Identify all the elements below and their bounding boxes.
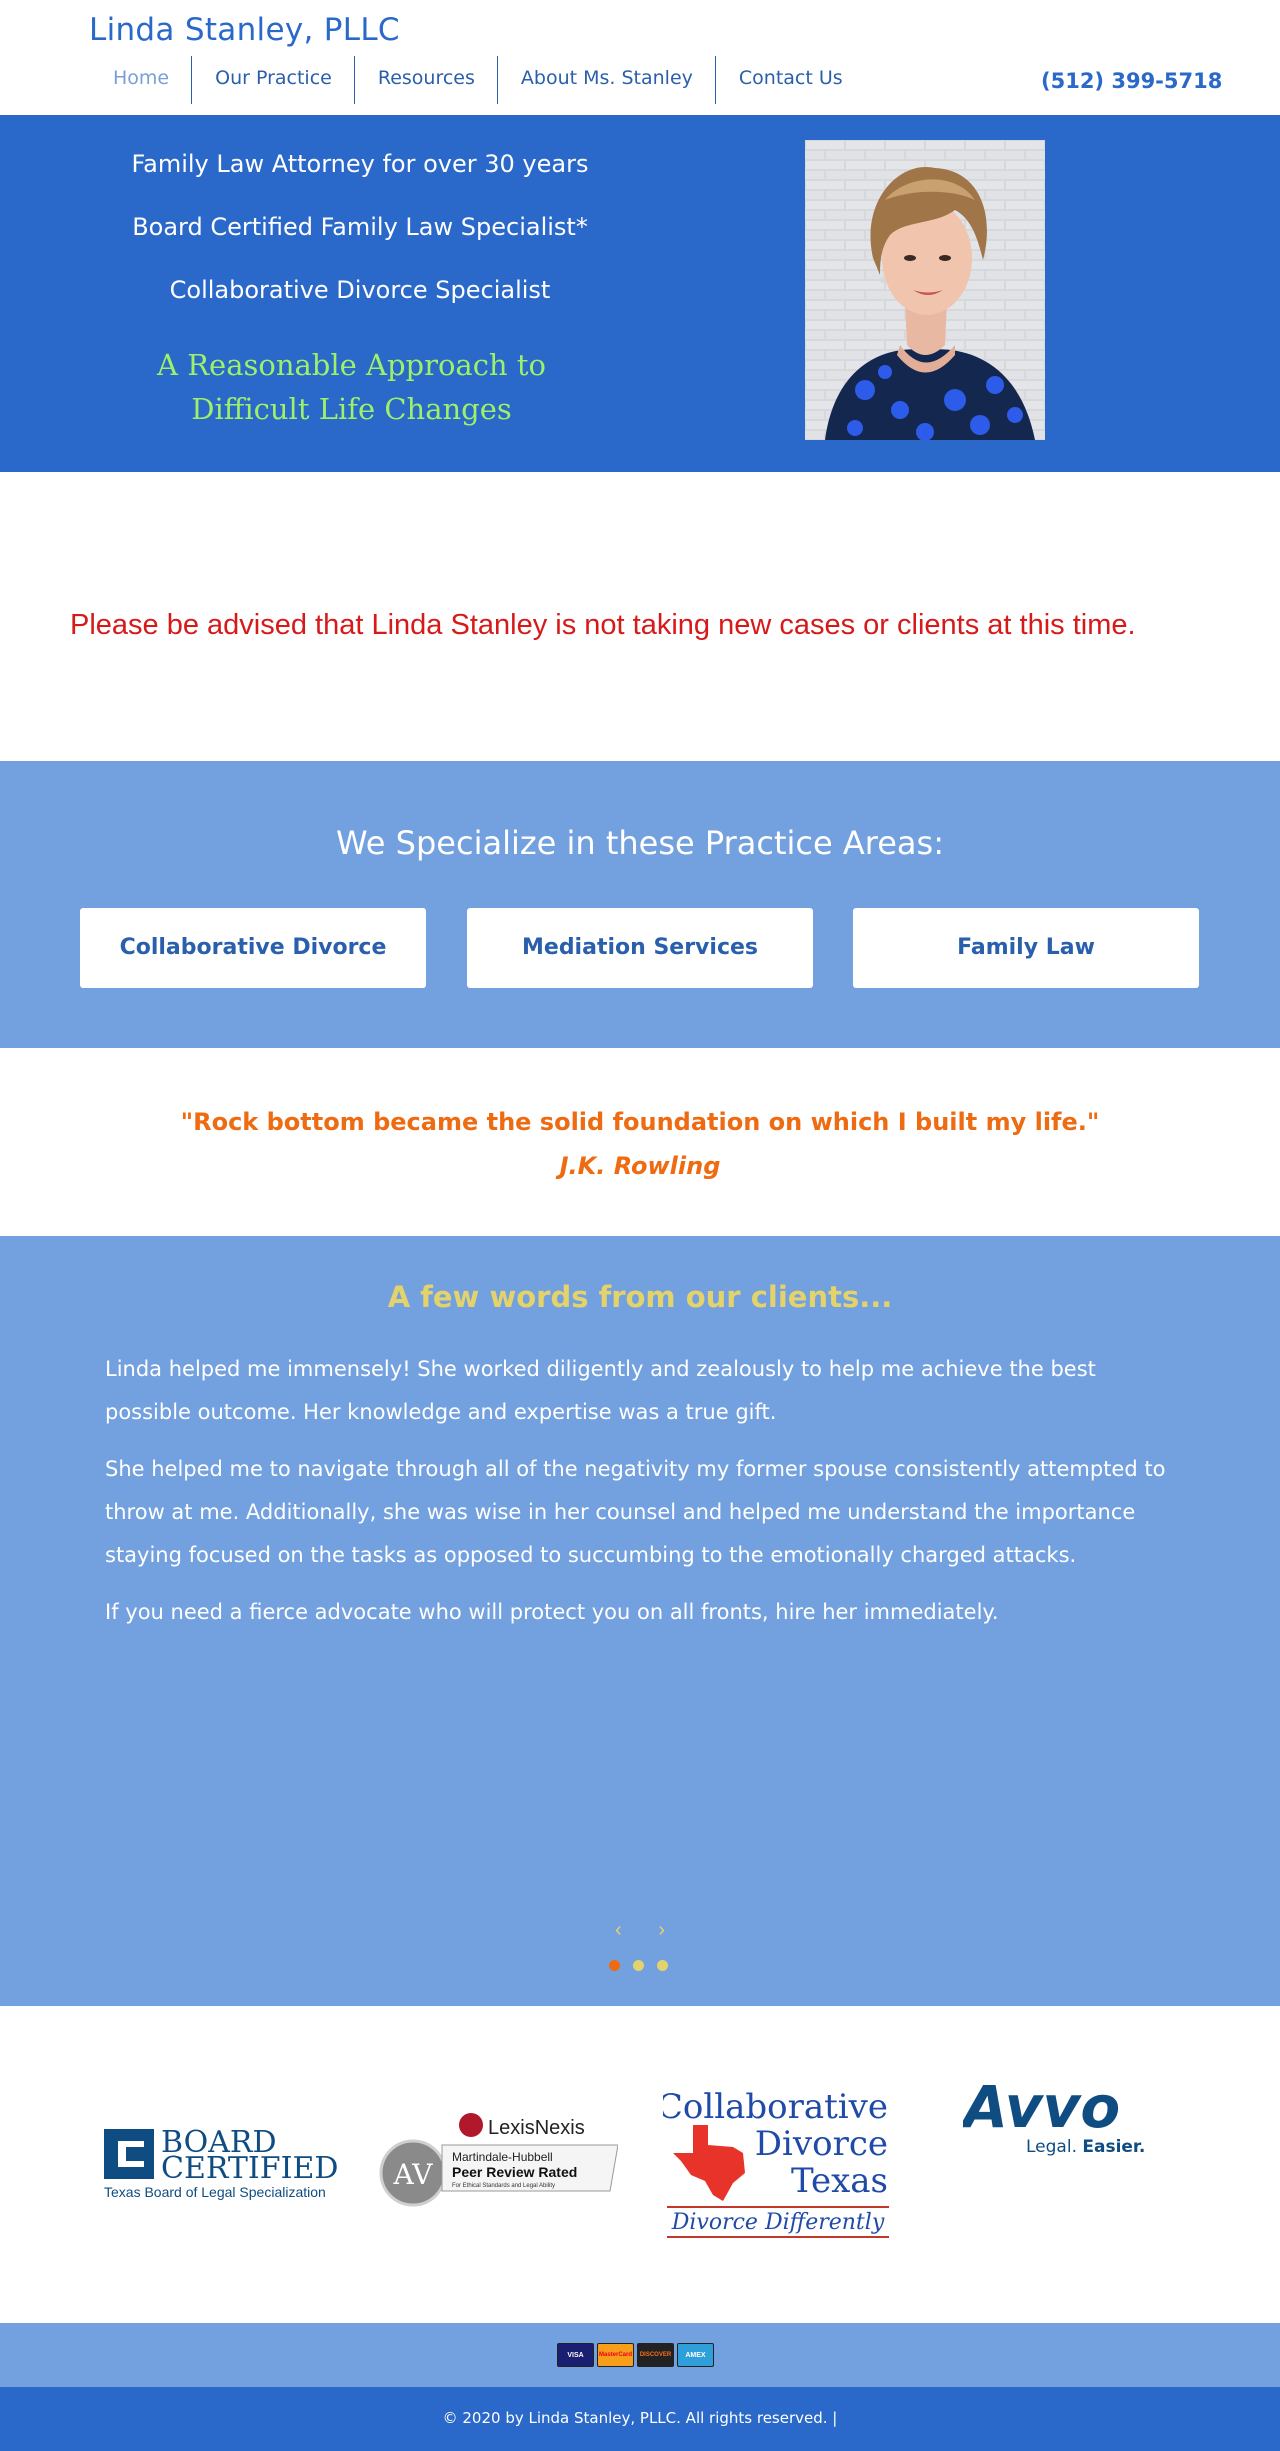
av-rating-icon	[378, 2113, 618, 2208]
avvo-tag-a: Legal.	[1026, 2137, 1083, 2157]
nav-our-practice[interactable]: Our Practice	[191, 56, 354, 104]
site-footer	[0, 2387, 1280, 2451]
credentials-logos	[0, 2006, 1280, 2323]
board-line2: CERTIFIED	[161, 2151, 339, 2186]
mediation-services-button[interactable]: Mediation Services	[467, 908, 813, 988]
portrait-image	[805, 140, 1045, 440]
payment-methods-bar	[0, 2323, 1280, 2387]
not-taking-clients-notice: Please be advised that Linda Stanley is not taking new cases or clients at this time.	[70, 609, 1136, 641]
practice-areas-title: We Specialize in these Practice Areas:	[336, 824, 944, 862]
attorney-portrait	[805, 140, 1045, 440]
board-certified-icon	[104, 2125, 349, 2205]
slider-dot-1[interactable]	[609, 1960, 620, 1971]
tagline-line-1: A Reasonable Approach to	[157, 348, 546, 382]
collab-tag: Divorce Differently	[671, 2210, 885, 2235]
hero-line-collaborative: Collaborative Divorce Specialist	[169, 276, 551, 304]
quote-author: J.K. Rowling	[559, 1152, 721, 1180]
lexis-line3: For Ethical Standards and Legal Ability	[452, 2183, 556, 2189]
avvo-name: Avvo	[963, 2073, 1121, 2141]
avvo-tag-b: Easier.	[1082, 2137, 1146, 2157]
copyright-text: © 2020 by Linda Stanley, PLLC. All rights reserved. |	[442, 2409, 838, 2427]
site-logo[interactable]: Linda Stanley, PLLC	[89, 12, 400, 48]
payment-cards	[557, 2343, 714, 2367]
slider-arrows	[615, 1919, 665, 1942]
collab-line3: Texas	[790, 2161, 888, 2201]
tagline-line-2: Difficult Life Changes	[191, 392, 512, 426]
hero-line-board-certified: Board Certified Family Law Specialist*	[132, 213, 588, 241]
testimonial-paragraph: She helped me to navigate through all of the negativity my former spouse consistently attempted to throw at me. Additionally, she was wise in her counsel and helped me understand the importance staying focused on the tasks as opposed to succumbing to the emotionally charged attacks.	[105, 1457, 1166, 1567]
hero-banner	[0, 115, 1280, 472]
chevron-left-icon[interactable]: ‹	[615, 1919, 622, 1941]
hero-tagline	[90, 343, 613, 431]
hero-line-experience: Family Law Attorney for over 30 years	[131, 150, 589, 178]
quote-section	[0, 1048, 1280, 1236]
family-law-button[interactable]: Family Law	[853, 908, 1199, 988]
quote-text: "Rock bottom became the solid foundation on which I built my life."	[180, 1108, 1100, 1136]
site-header	[0, 0, 1280, 115]
collaborative-divorce-button[interactable]: Collaborative Divorce	[80, 908, 426, 988]
slider-dots	[609, 1960, 668, 1971]
practice-areas-section	[0, 761, 1280, 1048]
nav-contact[interactable]: Contact Us	[715, 56, 865, 104]
svg-text:Legal. Easier.	[1026, 2137, 1145, 2157]
texas-map-icon	[663, 2083, 893, 2243]
board-certified-logo[interactable]	[104, 2125, 349, 2205]
notice-section	[0, 472, 1280, 761]
phone-number[interactable]: (512) 399-5718	[1041, 69, 1223, 93]
avvo-logo[interactable]	[963, 2070, 1148, 2160]
discover-card-icon: DISCOVER	[637, 2343, 674, 2367]
testimonials-section	[0, 1236, 1280, 2006]
board-line1: BOARD	[161, 2125, 277, 2160]
avvo-icon	[963, 2070, 1148, 2160]
lexis-line1: Martindale-Hubbell	[452, 2150, 553, 2164]
amex-card-icon: AMEX	[677, 2343, 714, 2367]
mastercard-icon: MasterCard	[597, 2343, 634, 2367]
testimonial-paragraph: If you need a fierce advocate who will protect you on all fronts, hire her immediately.	[105, 1600, 999, 1624]
chevron-right-icon[interactable]: ›	[658, 1919, 665, 1941]
nav-home[interactable]: Home	[113, 67, 170, 89]
nav-about[interactable]: About Ms. Stanley	[497, 56, 715, 104]
av-mark: AV	[393, 2158, 433, 2191]
slider-dot-3[interactable]	[657, 1960, 668, 1971]
martindale-hubbell-logo[interactable]	[378, 2113, 618, 2208]
lexis-brand: LexisNexis	[488, 2117, 585, 2139]
testimonials-title: A few words from our clients...	[387, 1280, 893, 1314]
visa-card-icon: VISA	[557, 2343, 594, 2367]
slider-dot-2[interactable]	[633, 1960, 644, 1971]
main-nav	[90, 56, 865, 106]
board-sub: Texas Board of Legal Specialization	[104, 2184, 326, 2200]
collab-line2: Divorce	[754, 2124, 888, 2164]
nav-resources[interactable]: Resources	[354, 56, 497, 104]
lexis-line2: Peer Review Rated	[452, 2164, 578, 2180]
testimonial-slide	[105, 1348, 1185, 1648]
testimonial-paragraph: Linda helped me immensely! She worked diligently and zealously to help me achieve the best possible outcome. Her knowledge and expertise was a true gift.	[105, 1357, 1096, 1424]
collab-line1: Collaborative	[663, 2087, 888, 2127]
collaborative-divorce-texas-logo[interactable]	[663, 2083, 893, 2243]
